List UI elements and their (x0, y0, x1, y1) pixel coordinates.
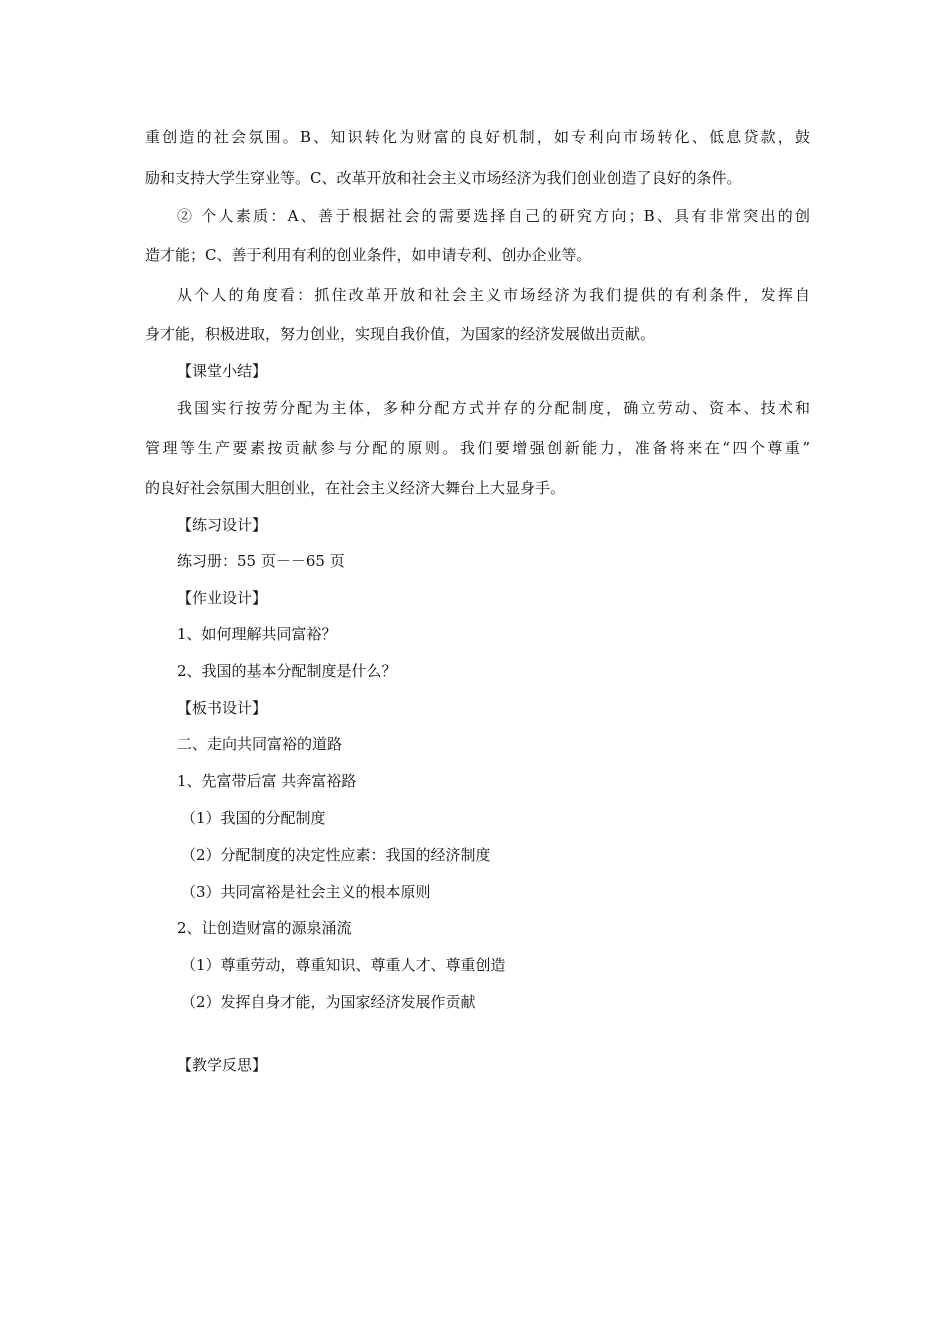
homework-item: 2、我国的基本分配制度是什么？ (177, 662, 397, 680)
text-line: 励和支持大学生穿业等。C、改革开放和社会主义市场经济为我们创业创造了良好的条件。 (145, 169, 742, 187)
homework-item: 1、如何理解共同富裕？ (177, 625, 337, 643)
text-line: 重创造的社会氛围。B、知识转化为财富的良好机制，如专利向市场转化、低息贷款，鼓 (145, 128, 810, 146)
summary-heading: 【课堂小结】 (177, 362, 268, 380)
text-line: 从个人的角度看：抓住改革开放和社会主义市场经济为我们提供的有利条件，发挥自 (177, 286, 810, 304)
text-line: ② 个人素质：A、善于根据社会的需要选择自己的研究方向；B、具有非常突出的创 (177, 207, 810, 225)
practice-heading: 【练习设计】 (177, 516, 268, 534)
text-line: 我国实行按劳分配为主体，多种分配方式并存的分配制度，确立劳动、资本、技术和 (177, 399, 810, 417)
board-item: （1）我国的分配制度 (181, 809, 326, 827)
text-line: 的良好社会氛围大胆创业，在社会主义经济大舞台上大显身手。 (145, 479, 566, 497)
text-line: 身才能，积极进取，努力创业，实现自我价值，为国家的经济发展做出贡献。 (145, 325, 656, 343)
text-line: 管理等生产要素按贡献参与分配的原则。我们要增强创新能力，准备将来在“四个尊重” (145, 439, 810, 457)
board-section-title: 2、让创造财富的源泉涌流 (177, 919, 352, 937)
board-item: （2）分配制度的决定性应素：我国的经济制度 (181, 846, 491, 864)
board-item: （1）尊重劳动，尊重知识、尊重人才、尊重创造 (181, 956, 506, 974)
board-heading: 【板书设计】 (177, 699, 268, 717)
text-line: 造才能；C、善于利用有利的创业条件，如申请专利、创办企业等。 (145, 246, 592, 264)
board-item: （2）发挥自身才能，为国家经济发展作贡献 (181, 993, 476, 1011)
board-section-title: 1、先富带后富 共奔富裕路 (177, 772, 357, 790)
board-item: （3）共同富裕是社会主义的根本原则 (181, 883, 431, 901)
board-title: 二、走向共同富裕的道路 (177, 735, 343, 753)
reflection-heading: 【教学反思】 (177, 1056, 268, 1074)
homework-heading: 【作业设计】 (177, 589, 268, 607)
practice-text: 练习册：55 页－－65 页 (177, 552, 345, 570)
